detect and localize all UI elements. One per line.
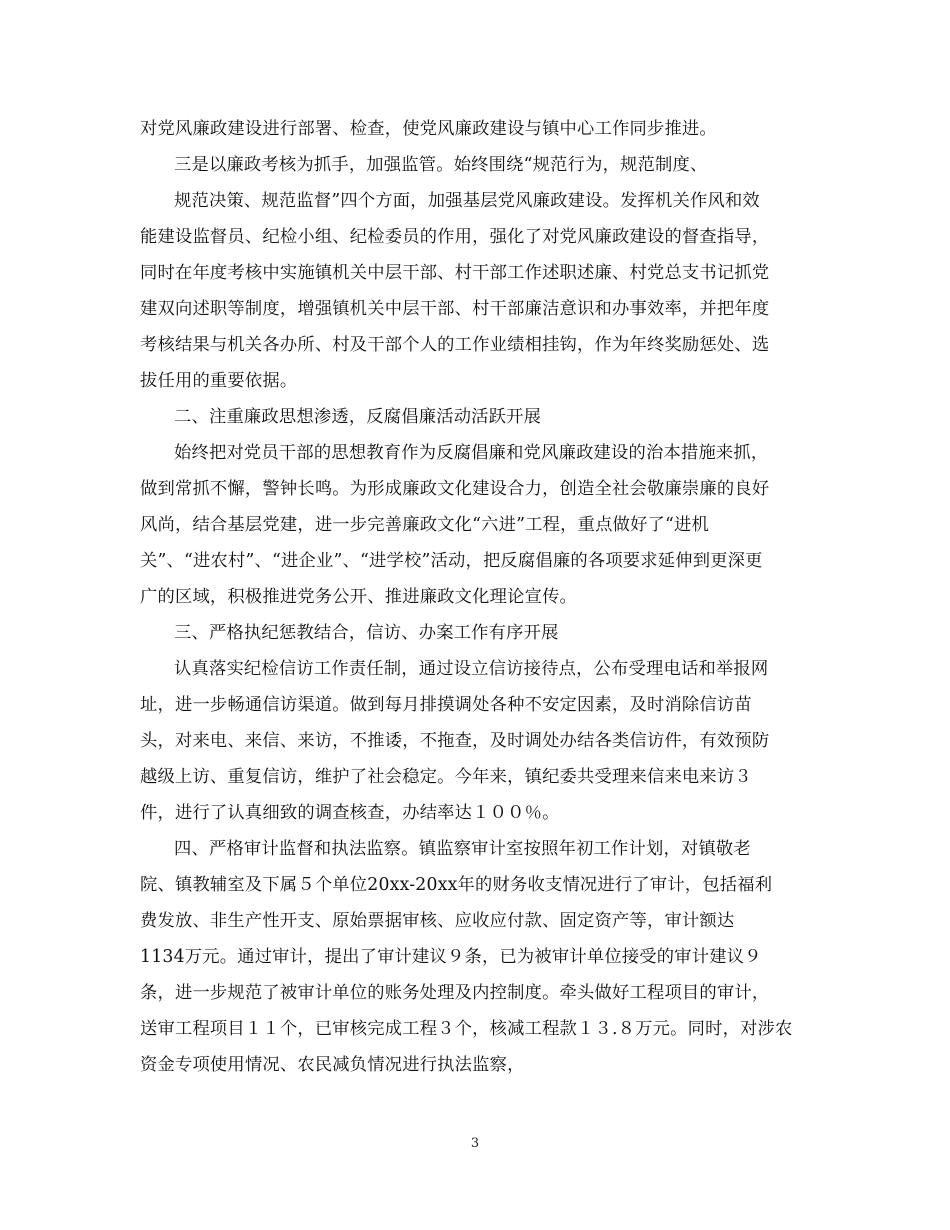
paragraph-line: 件，进行了认真细致的调查核查，办结率达１００％。 (140, 803, 560, 823)
paragraph-line: 院、镇教辅室及下属５个单位20xx-20xx年的财务收支情况进行了审计，包括福利 (140, 875, 773, 895)
paragraph-line: 能建设监督员、纪检小组、纪检委员的作用，强化了对党风廉政建设的督查指导， (140, 227, 770, 247)
paragraph-line: 同时在年度考核中实施镇机关中层干部、村干部工作述职述廉、村党总支书记抓党 (140, 263, 770, 283)
paragraph-line: 越级上访、重复信访，维护了社会稳定。今年来，镇纪委共受理来信来电来访３ (140, 767, 752, 787)
paragraph-line: 三是以廉政考核为抓手，加强监管。始终围绕“规范行为，规范制度、 (174, 155, 708, 175)
paragraph-line: 考核结果与机关各办所、村及干部个人的工作业绩相挂钩，作为年终奖励惩处、选 (140, 335, 770, 355)
paragraph-line: 关”、“进农村”、“进企业”、“进学校”活动，把反腐倡廉的各项要求延伸到更深更 (140, 551, 763, 571)
paragraph-line: 风尚，结合基层党建，进一步完善廉政文化“六进”工程，重点做好了“进机 (140, 515, 710, 535)
paragraph-line: 址，进一步畅通信访渠道。做到每月排摸调处各种不安定因素，及时消除信访苗 (140, 695, 752, 715)
page-number: 3 (470, 1136, 480, 1151)
section-heading: 三、严格执纪惩教结合，信访、办案工作有序开展 (174, 623, 559, 643)
paragraph-line: 费发放、非生产性开支、原始票据审核、应收应付款、固定资产等，审计额达 (140, 911, 735, 931)
paragraph-line: 始终把对党员干部的思想教育作为反腐倡廉和党风廉政建设的治本措施来抓， (174, 443, 769, 463)
paragraph-line: 广的区域，积极推进党务公开、推进廉政文化理论宣传。 (140, 587, 578, 607)
paragraph-line: 做到常抓不懈，警钟长鸣。为形成廉政文化建设合力，创造全社会敬廉崇廉的良好 (140, 479, 770, 499)
paragraph-line: 四、严格审计监督和执法监察。镇监察审计室按照年初工作计划，对镇敬老 (174, 839, 751, 859)
paragraph-line: 送审工程项目１１个，已审核完成工程３个，核减工程款１３.８万元。同时，对涉农 (140, 1019, 793, 1039)
section-heading: 二、注重廉政思想渗透，反腐倡廉活动活跃开展 (174, 407, 542, 427)
paragraph-line: 认真落实纪检信访工作责任制，通过设立信访接待点，公布受理电话和举报网 (174, 659, 769, 679)
paragraph-line: 头，对来电、来信、来访，不推诿，不拖查，及时调处办结各类信访件，有效预防 (140, 731, 770, 751)
paragraph-line: 条，进一步规范了被审计单位的账务处理及内控制度。牵头做好工程项目的审计， (140, 983, 770, 1003)
paragraph-line: 拔任用的重要依据。 (140, 371, 298, 391)
paragraph-line: 1134万元。通过审计，提出了审计建议９条，已为被审计单位接受的审计建议９ (140, 947, 762, 967)
paragraph-line: 规范决策、规范监督”四个方面，加强基层党风廉政建设。发挥机关作风和效 (174, 191, 760, 211)
paragraph-line: 对党风廉政建设进行部署、检查，使党风廉政建设与镇中心工作同步推进。 (140, 119, 717, 139)
paragraph-line: 建双向述职等制度，增强镇机关中层干部、村干部廉洁意识和办事效率，并把年度 (140, 299, 770, 319)
paragraph-line: 资金专项使用情况、农民减负情况进行执法监察， (140, 1055, 525, 1075)
